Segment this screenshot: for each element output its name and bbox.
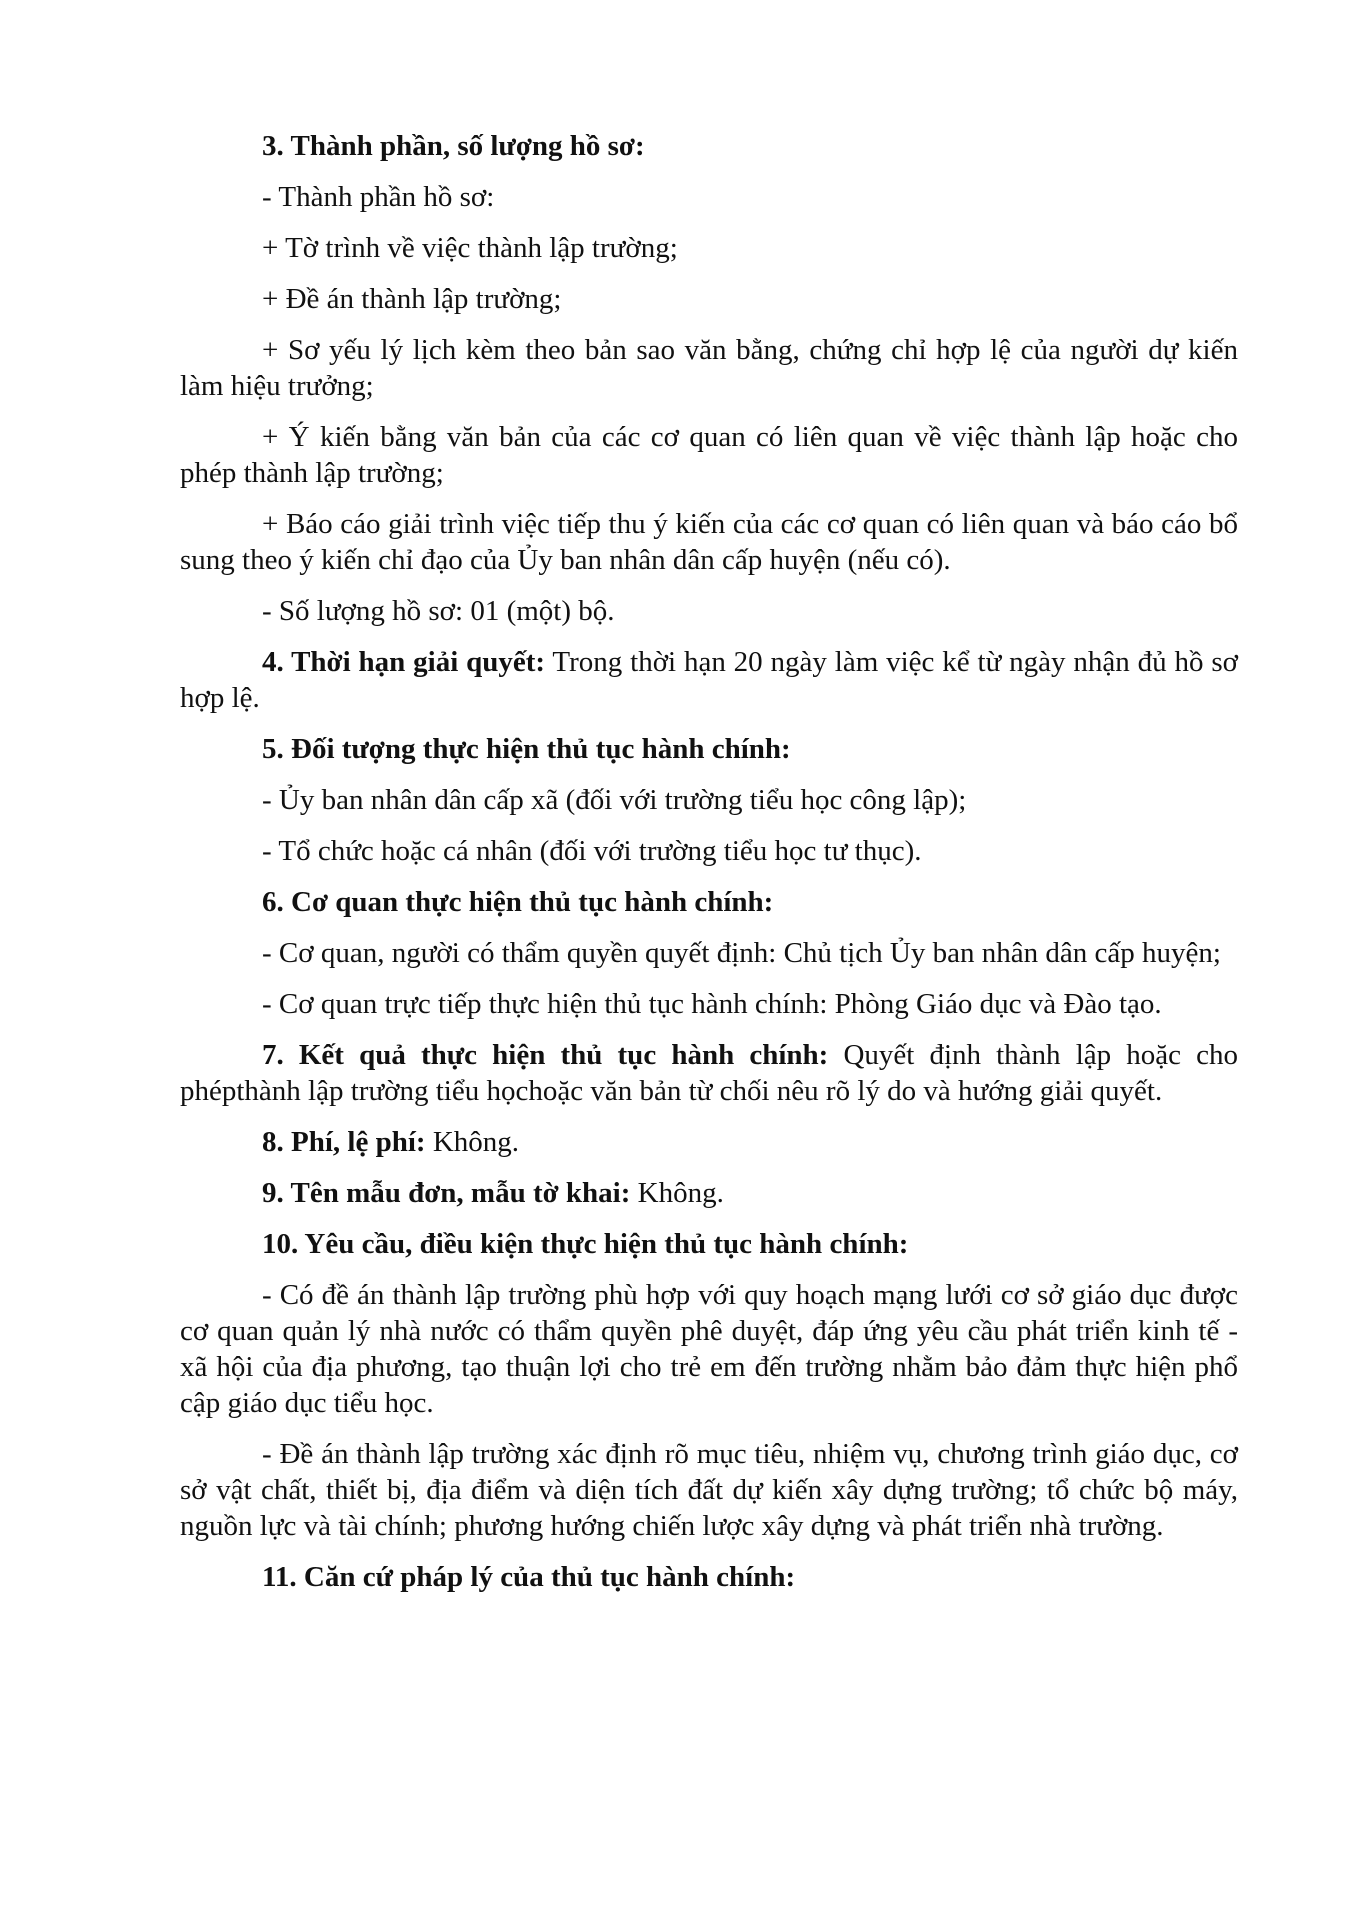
section-8-heading: 8. Phí, lệ phí: — [262, 1126, 426, 1158]
component-item-2: + Đề án thành lập trường; — [262, 283, 562, 315]
component-item-4: + Ý kiến bằng văn bản của các cơ quan có liên quan về việc thành lập hoặc cho phép thành lập trường; — [180, 421, 1238, 489]
section-4-heading: 4. Thời hạn giải quyết: — [262, 646, 546, 678]
component-item-3: + Sơ yếu lý lịch kèm theo bản sao văn bằng, chứng chỉ hợp lệ của người dự kiến làm hiệu trưởng; — [180, 334, 1238, 402]
subject-item-2: - Tổ chức hoặc cá nhân (đối với trường tiểu học tư thục). — [262, 835, 922, 867]
section-7-text: Quyết định thành lập hoặc cho phépthành lập trường tiểu họchoặc văn bản từ chối nêu rõ lý do và hướng giải quyết. — [180, 1039, 1238, 1107]
section-4-text: Trong thời hạn 20 ngày làm việc kể từ ngày nhận đủ hồ sơ hợp lệ. — [180, 646, 1238, 714]
section-7-heading: 7. Kết quả thực hiện thủ tục hành chính: — [262, 1039, 829, 1071]
section-6-heading: 6. Cơ quan thực hiện thủ tục hành chính: — [262, 886, 774, 918]
section-8-text: Không. — [425, 1126, 520, 1158]
section-7 — [180, 1037, 1238, 1109]
agency-item-1: - Cơ quan, người có thẩm quyền quyết định: Chủ tịch Ủy ban nhân dân cấp huyện; — [262, 937, 1221, 969]
requirement-item-2: - Đề án thành lập trường xác định rõ mục tiêu, nhiệm vụ, chương trình giáo dục, cơ sở vật chất, thiết bị, địa điểm và diện tích đất dự kiến xây dựng trường; tổ chức bộ máy, nguồn lực và tài chính; phương hướng chiến lược xây dựng và phát triển nhà trường. — [180, 1438, 1238, 1542]
component-item-5: + Báo cáo giải trình việc tiếp thu ý kiến của các cơ quan có liên quan và báo cáo bổ sung theo ý kiến chỉ đạo của Ủy ban nhân dân cấp huyện (nếu có). — [180, 508, 1238, 576]
component-item-1: + Tờ trình về việc thành lập trường; — [262, 232, 678, 264]
agency-item-2: - Cơ quan trực tiếp thực hiện thủ tục hành chính: Phòng Giáo dục và Đào tạo. — [262, 988, 1162, 1020]
subject-item-1: - Ủy ban nhân dân cấp xã (đối với trường tiểu học công lập); — [262, 784, 967, 816]
section-9-heading: 9. Tên mẫu đơn, mẫu tờ khai: — [262, 1177, 631, 1209]
section-5-heading: 5. Đối tượng thực hiện thủ tục hành chính: — [262, 733, 791, 765]
document-page — [180, 128, 1238, 1595]
section-10-heading: 10. Yêu cầu, điều kiện thực hiện thủ tục hành chính: — [262, 1228, 909, 1260]
section-3-heading: 3. Thành phần, số lượng hồ sơ: — [262, 130, 645, 162]
section-9 — [180, 1175, 1238, 1211]
section-9-text: Không. — [630, 1177, 724, 1209]
section-4 — [180, 644, 1238, 716]
requirement-item-1: - Có đề án thành lập trường phù hợp với quy hoạch mạng lưới cơ sở giáo dục được cơ quan quản lý nhà nước có thẩm quyền phê duyệt, đáp ứng yêu cầu phát triển kinh tế - xã hội của địa phương, tạo thuận lợi cho trẻ em đến trường nhằm bảo đảm thực hiện phổ cập giáo dục tiểu học. — [180, 1279, 1238, 1419]
dossier-quantity: - Số lượng hồ sơ: 01 (một) bộ. — [262, 595, 615, 627]
section-8 — [180, 1124, 1238, 1160]
section-11-heading: 11. Căn cứ pháp lý của thủ tục hành chính: — [262, 1561, 796, 1593]
components-intro: - Thành phần hồ sơ: — [262, 181, 495, 213]
